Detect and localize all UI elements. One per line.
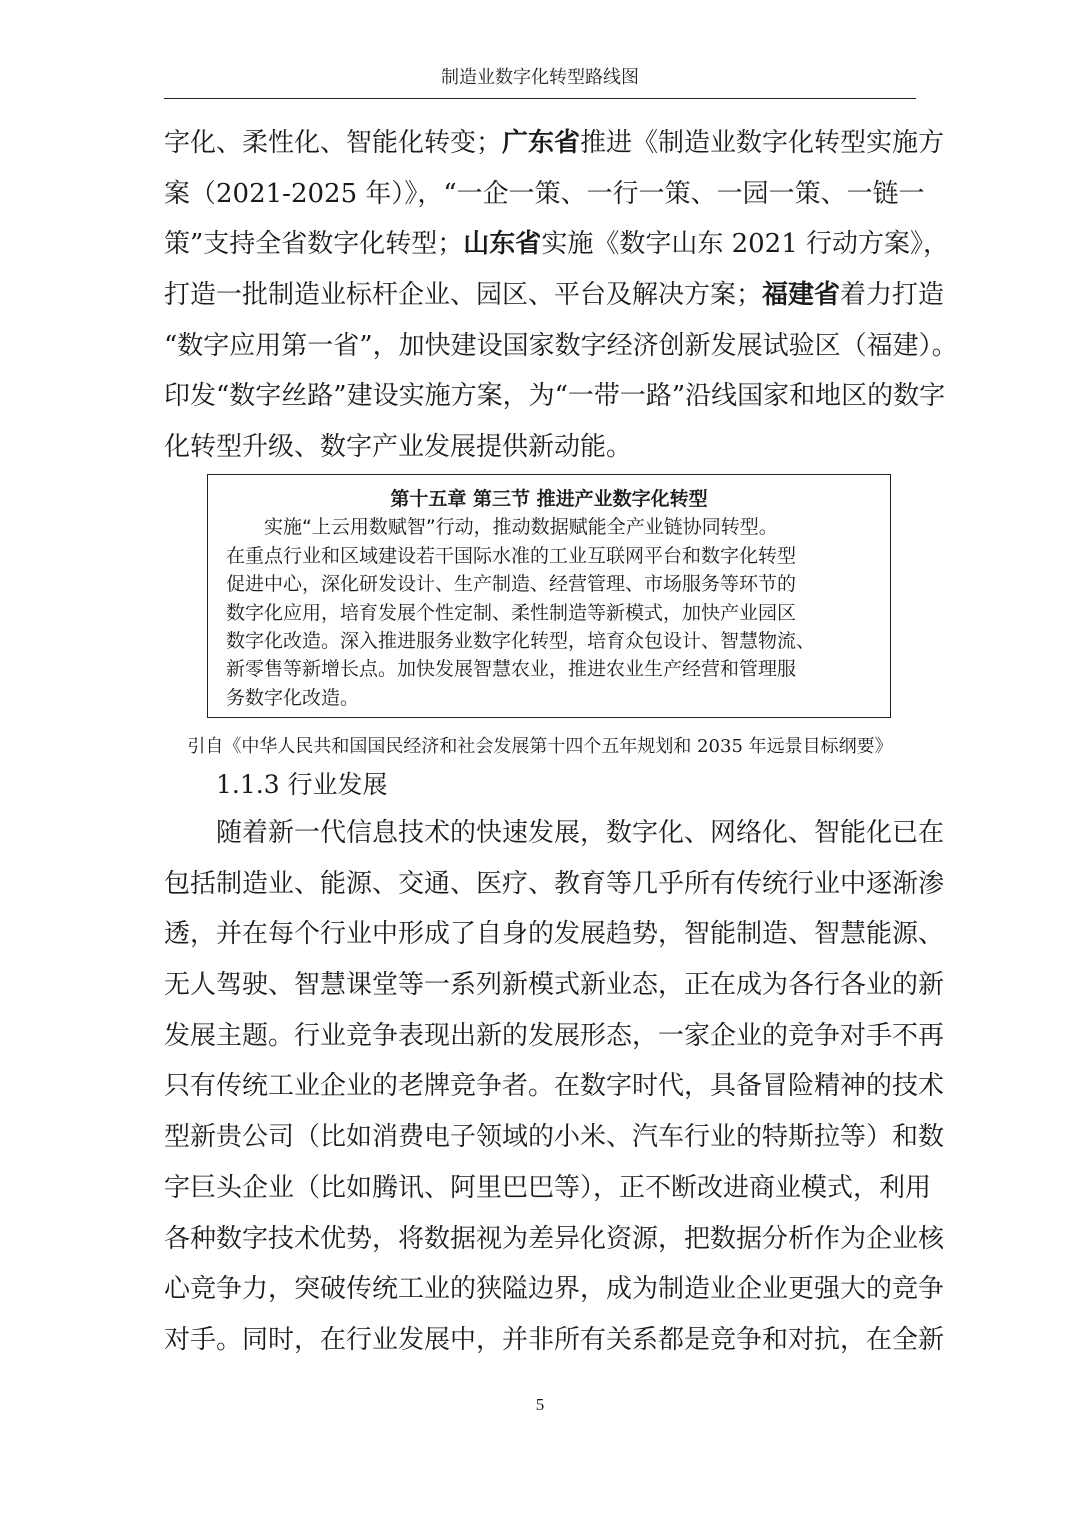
- quote-box: [207, 474, 891, 718]
- quote-line: 在重点行业和区域建设若干国际水准的工业互联网平台和数字化转型: [226, 544, 797, 567]
- quote-line: 新零售等新增长点。加快发展智慧农业，推进农业生产经营和管理服: [226, 658, 797, 681]
- page-number: 5: [535, 1395, 545, 1414]
- text-run: 印发“数字丝路”建设实施方案，为“一带一路”沿线国家和地区的数字: [164, 381, 946, 412]
- paragraph-line: 型新贵公司（比如消费电子领域的小米、汽车行业的特斯拉等）和数: [164, 1122, 945, 1153]
- quote-line: 数字化改造。深入推进服务业数字化转型，培育众包设计、智慧物流、: [226, 630, 816, 653]
- paragraph-line: 对手。同时，在行业发展中，并非所有关系都是竞争和对抗，在全新: [164, 1324, 945, 1355]
- text-run: 策”支持全省数字化转型；: [164, 229, 464, 260]
- province-name: 山东省: [463, 229, 542, 260]
- paragraph-line: 各种数字技术优势，将数据视为差异化资源，把数据分析作为企业核: [164, 1223, 945, 1254]
- running-header: 制造业数字化转型路线图: [441, 67, 639, 88]
- body-paragraph-industry-development: [164, 808, 945, 1366]
- paragraph-line: 包括制造业、能源、交通、医疗、教育等几乎所有传统行业中逐渐渗: [164, 868, 945, 899]
- quote-line: 数字化应用，培育发展个性定制、柔性制造等新模式，加快产业园区: [226, 601, 797, 624]
- province-name: 广东省: [502, 128, 581, 158]
- text-run: “数字应用第一省”，加快建设国家数字经济创新发展试验区（福建）。: [164, 330, 958, 361]
- body-paragraph-provinces: [164, 118, 958, 473]
- paragraph-line: [164, 270, 945, 321]
- quote-title: 第十五章 第三节 推进产业数字化转型: [390, 488, 708, 510]
- paragraph-line: 字巨头企业（比如腾讯、阿里巴巴等），正不断改进商业模式，利用: [164, 1172, 932, 1203]
- quote-line: 促进中心，深化研发设计、生产制造、经营管理、市场服务等环节的: [226, 573, 797, 596]
- text-run: 推进《制造业数字化转型实施方: [580, 128, 945, 158]
- quote-source-caption: 引自《中华人民共和国国民经济和社会发展第十四个五年规划和 2035 年远景目标纲要》: [187, 736, 893, 757]
- paragraph-line: [164, 371, 946, 422]
- paragraph-line: 发展主题。行业竞争表现出新的发展形态，一家企业的竞争对手不再: [164, 1020, 945, 1051]
- province-name: 福建省: [762, 280, 841, 311]
- paragraph-line: 透，并在每个行业中形成了自身的发展趋势，智能制造、智慧能源、: [164, 919, 945, 950]
- paragraph-line: [164, 422, 916, 473]
- quote-body: [226, 513, 872, 712]
- text-run: 实施《数字山东 2021 行动方案》，: [541, 229, 950, 260]
- text-run: 着力打造: [840, 280, 945, 311]
- text-run: 字化、柔性化、智能化转变；: [164, 128, 503, 158]
- paragraph-line: 随着新一代信息技术的快速发展，数字化、网络化、智能化已在: [164, 818, 945, 848]
- paragraph-line: [164, 118, 945, 169]
- text-run: 打造一批制造业标杆企业、园区、平台及解决方案；: [164, 280, 763, 311]
- paragraph-line: [164, 169, 925, 220]
- paragraph-line: [164, 321, 958, 372]
- paragraph-line: 无人驾驶、智慧课堂等一系列新模式新业态，正在成为各行各业的新: [164, 970, 945, 1001]
- section-heading: 1.1.3 行业发展: [216, 770, 388, 799]
- paragraph-line: 心竞争力，突破传统工业的狭隘边界，成为制造业企业更强大的竞争: [164, 1274, 945, 1305]
- paragraph-line: 只有传统工业企业的老牌竞争者。在数字时代，具备冒险精神的技术: [164, 1071, 945, 1102]
- quote-line: 实施“上云用数赋智”行动，推动数据赋能全产业链协同转型。: [226, 516, 778, 539]
- text-run: 案（2021-2025 年）》，“一企一策、一行一策、一园一策、一链一: [164, 178, 925, 209]
- quote-line: 务数字化改造。: [226, 686, 360, 709]
- text-run: 化转型升级、数字产业发展提供新动能。: [164, 432, 633, 463]
- header-rule: [164, 98, 916, 99]
- paragraph-line: [164, 219, 950, 270]
